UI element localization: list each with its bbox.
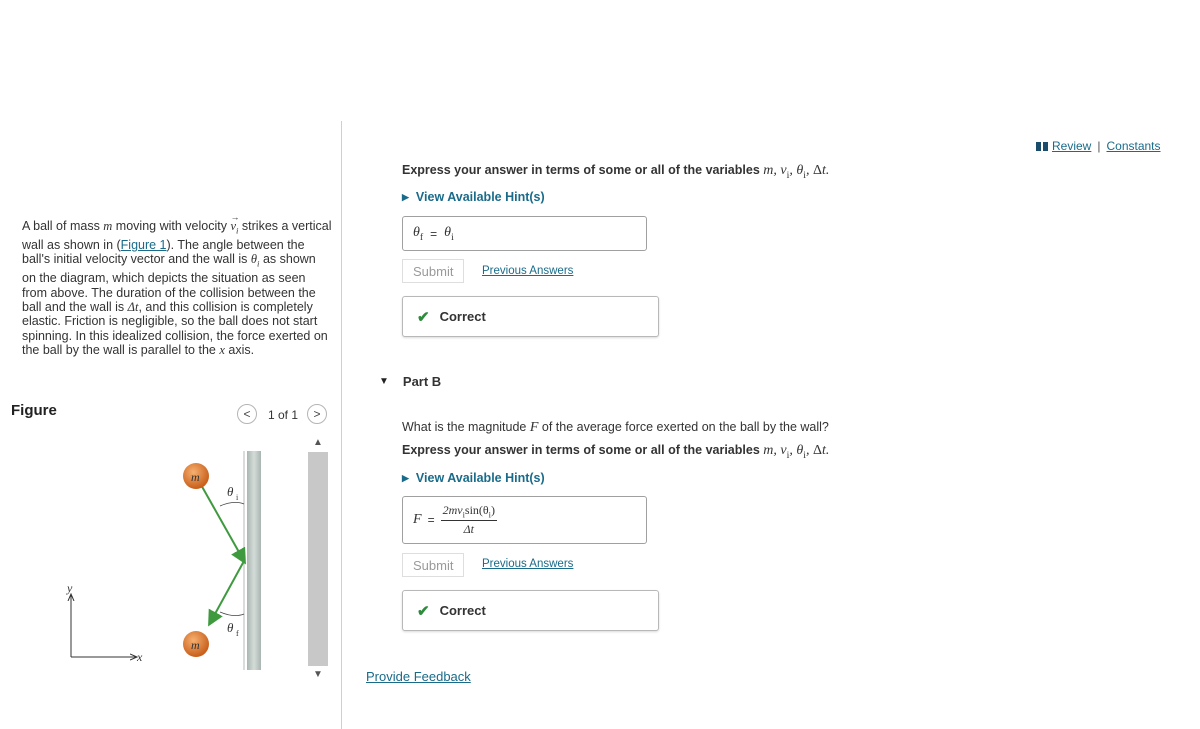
part-b-hint-toggle[interactable]: ▶ View Available Hint(s) [402, 471, 545, 485]
part-b-question: What is the magnitude F of the average force exerted on the ball by the wall? [402, 420, 829, 435]
x-axis-label: x [137, 650, 143, 664]
part-a-submit-button[interactable]: Submit [402, 259, 464, 283]
part-a-variables: m, $v_i$, $\theta_i$, Δt. [763, 163, 830, 181]
provide-feedback-link[interactable]: Provide Feedback [366, 669, 471, 684]
outgoing-velocity-arrow [210, 561, 244, 623]
problem-statement: A ball of mass m moving with velocity → $v_i$ strikes a vertical wall as shown in (Figure 1). The angle between the ball's initial velocity vector and the wall is $\theta_i$ as shown on the diagram, which depicts the situation as seen from above. The duration of the collision between the ball and the wall is Δt, and this collision is completely elastic. Friction is negligible, so the ball does not start spinning. In this idealized collision, the force exerted on the ball by the wall is parallel to the x axis. [22, 212, 332, 358]
part-a-result: ✔ Correct [402, 296, 659, 337]
figure-next-button[interactable] [307, 404, 327, 424]
figure-heading: Figure [11, 402, 57, 419]
part-b-header[interactable]: ▼ Part B [379, 374, 442, 389]
part-a-instruction: Express your answer in terms of some or all of the variables m, $v_i$, $\theta_i$, Δt. [402, 163, 830, 181]
triangle-right-icon: ▶ [402, 472, 409, 483]
part-b-variables: m, $v_i$, $\theta_i$, Δt. [763, 443, 830, 461]
part-a-previous-answers-link[interactable]: Previous Answers [482, 265, 574, 277]
svg-text:i: i [236, 493, 239, 502]
label-theta-initial: θ [227, 484, 234, 499]
part-b-answer-fraction [441, 503, 497, 537]
part-b-answer-box[interactable]: F = $2mv_i\sin(\theta_i)$ Δt [402, 496, 647, 544]
figure-prev-button[interactable] [237, 404, 257, 424]
chevron-right-icon: > [313, 407, 321, 421]
review-constants-links: Review | Constants [1036, 139, 1161, 153]
constants-link[interactable]: Constants [1106, 139, 1161, 153]
var-m: m [103, 219, 113, 233]
part-b-submit-button[interactable]: Submit [402, 553, 464, 577]
svg-text:f: f [236, 629, 239, 638]
part-b-result: ✔ Correct [402, 590, 659, 631]
var-delta-t: Δt [127, 300, 139, 315]
checkmark-icon: ✔ [417, 602, 430, 620]
figure-1-link[interactable]: Figure 1 [120, 237, 167, 252]
label-theta-final: θ [227, 620, 234, 635]
wall [247, 451, 261, 670]
scroll-up-arrow-icon[interactable]: ▲ [313, 437, 323, 448]
theta-i-arc [220, 502, 244, 506]
part-a-answer-rhs: $\theta_i$ [444, 224, 454, 243]
part-a-answer-lhs: $\theta_f$ [413, 224, 424, 243]
label-m-initial: m [191, 470, 200, 484]
collision-diagram [40, 440, 305, 670]
review-link[interactable]: Review [1052, 139, 1092, 153]
part-a-answer-box[interactable]: $\theta_f$ = $\theta_i$ [402, 216, 647, 251]
triangle-right-icon: ▶ [402, 191, 409, 202]
scroll-down-arrow-icon[interactable]: ▼ [313, 669, 323, 680]
column-divider [341, 121, 342, 729]
y-axis-label: y [67, 581, 73, 595]
part-b-previous-answers-link[interactable]: Previous Answers [482, 558, 574, 570]
theta-f-arc [220, 612, 244, 616]
part-b-instruction: Express your answer in terms of some or all of the variables m, $v_i$, $\theta_i$, Δt. [402, 443, 830, 461]
checkmark-icon: ✔ [417, 308, 430, 326]
triangle-down-icon: ▼ [379, 376, 389, 387]
book-icon [1036, 142, 1048, 151]
var-x: x [219, 343, 225, 358]
chevron-left-icon: < [243, 407, 251, 421]
fraction-denominator: Δt [463, 522, 474, 537]
part-a-hint-toggle[interactable]: ▶ View Available Hint(s) [402, 190, 545, 204]
fraction-numerator: $2mv_i\sin(\theta_i)$ [442, 502, 495, 520]
figure-pager-count: 1 of 1 [268, 408, 299, 422]
var-v-initial: → $v_i$ [230, 212, 240, 236]
figure-scrollbar[interactable] [308, 452, 328, 666]
label-m-final: m [191, 638, 200, 652]
var-theta-initial: $\theta_i$ [250, 252, 260, 269]
